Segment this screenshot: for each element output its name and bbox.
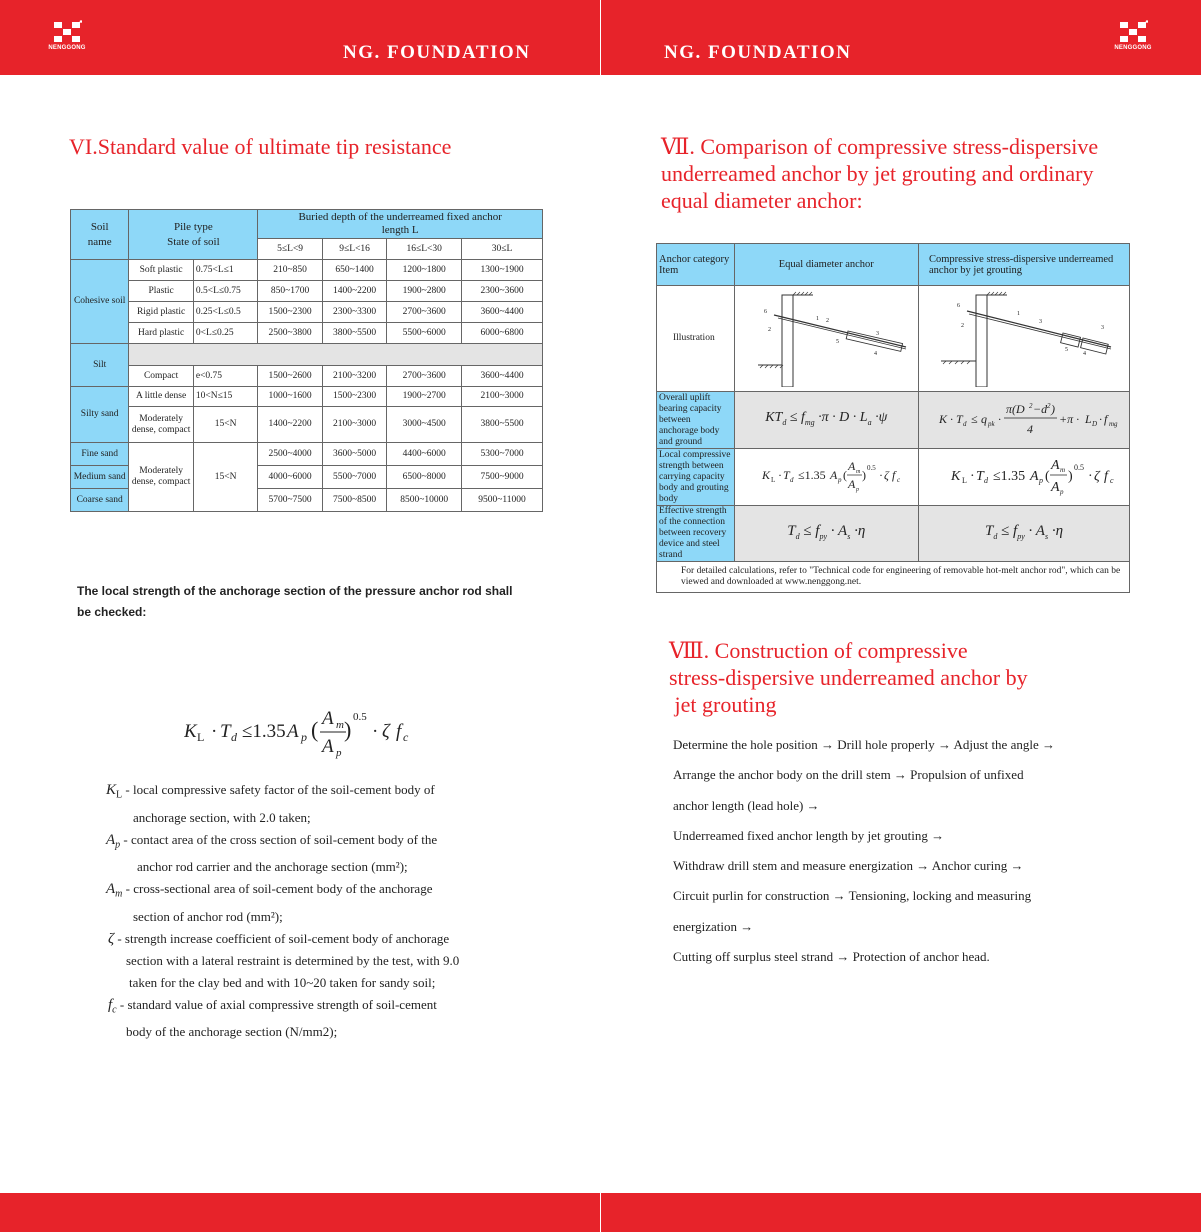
step-line: Withdraw drill stem and measure energization → Anchor curing → — [673, 858, 1024, 874]
th-compressive: Compressive stress-dispersive underreamed anchor by jet grouting — [919, 244, 1130, 286]
nenggong-logo — [1108, 20, 1158, 51]
svg-text:): ) — [1068, 469, 1073, 484]
svg-text:A: A — [848, 459, 856, 473]
svg-text:5: 5 — [836, 338, 840, 345]
section-title-viii: Ⅷ. Construction of compressive stress-dispersive underreamed anchor by jet grouting — [669, 638, 1028, 717]
svg-text:ζ: ζ — [1094, 469, 1100, 484]
logo-text: NENGGONG — [1114, 45, 1152, 51]
cell-state: Plastic — [129, 281, 194, 302]
cell-cond: 0<L≤0.25 — [193, 323, 258, 344]
soil-silt: Silt — [71, 344, 129, 387]
cell-value: 1300~1900 — [462, 260, 543, 281]
cell-value: 1400~2200 — [258, 407, 323, 443]
row-local-label: Local compressive strength between carrying capacity body and grouting body — [657, 449, 735, 506]
svg-text:q: q — [981, 412, 987, 426]
illustration-compressive — [919, 286, 1130, 392]
anchor-diagram-compressive — [921, 287, 1127, 387]
svg-text:d: d — [984, 476, 988, 485]
table-note: For detailed calculations, refer to "Technical code for engineering of removable hot-melt anchor rod", which can be viewed and downloaded at www.nenggong.net. — [657, 562, 1130, 593]
cell-value: 2500~4000 — [258, 443, 323, 466]
cell-value: 5500~6000 — [387, 323, 462, 344]
svg-text:2: 2 — [961, 322, 964, 329]
cell-state: A little dense — [129, 387, 194, 407]
svg-text:2: 2 — [1047, 402, 1051, 410]
svg-text:3: 3 — [876, 330, 880, 337]
cell-state: Hard plastic — [129, 323, 194, 344]
svg-text:p: p — [336, 747, 342, 759]
svg-text:c: c — [897, 476, 901, 484]
svg-text:A: A — [322, 736, 334, 757]
cell-value: 7500~8500 — [322, 489, 387, 512]
legend-item-fc: $f_c$ - standard value of axial compressive strength of soil-cement body of the anchorage section (N/mm2); — [108, 996, 437, 1040]
cell-cond: 15<N — [193, 443, 258, 512]
footer-bar-left — [0, 1193, 600, 1232]
svg-text:1: 1 — [1017, 310, 1020, 317]
cell-value: 7500~9000 — [462, 466, 543, 489]
cell-value: 1500~2300 — [322, 387, 387, 407]
svg-text:m: m — [856, 469, 861, 475]
cell-value: 9500~11000 — [462, 489, 543, 512]
cell-state: Compact — [129, 366, 194, 387]
svg-text:A: A — [1051, 480, 1060, 495]
svg-text:≤1.35: ≤1.35 — [798, 468, 826, 482]
cell-value: 4400~6000 — [387, 443, 462, 466]
svg-text:·: · — [879, 468, 884, 482]
header-bar-left — [0, 0, 600, 75]
legend-item-zeta: ζ - strength increase coefficient of soil-cement body of anchorage section with a lateral restraint is determined by the test, with 9.0 taken for the clay bed and with 10~20 taken for sandy soil; — [108, 930, 460, 990]
th-range: 30≤L — [462, 239, 543, 260]
svg-text:p: p — [856, 487, 860, 493]
logo-text: NENGGONG — [48, 45, 86, 51]
th-equal-diameter: Equal diameter anchor — [734, 244, 919, 286]
cell-value: 3800~5500 — [322, 323, 387, 344]
svg-text:p: p — [1060, 488, 1064, 496]
row-effective-label: Effective strength of the connection between recovery device and steel strand — [657, 506, 735, 562]
svg-text:−d: −d — [1033, 402, 1048, 416]
svg-text:K: K — [184, 721, 197, 742]
soil-fine-sand: Fine sand — [71, 443, 129, 466]
soil-silty-sand: Silty sand — [71, 387, 129, 443]
cell-cond: 0.5<L≤0.75 — [193, 281, 258, 302]
formula-effective-equal: $T_d \le f_{py} \cdot A_s \cdot\eta$ — [734, 506, 919, 562]
th-range: 5≤L<9 — [258, 239, 323, 260]
svg-text:1: 1 — [816, 315, 820, 322]
svg-text:f: f — [892, 468, 896, 482]
svg-text:·: · — [778, 468, 783, 482]
footer-bar-right — [601, 1193, 1201, 1232]
cell-state: Moderately dense, compact — [129, 407, 194, 443]
svg-text:d: d — [231, 730, 237, 744]
cell-value: 2700~3600 — [387, 366, 462, 387]
silt-band — [129, 344, 543, 366]
svg-text:T: T — [220, 721, 231, 742]
svg-text:p: p — [1039, 476, 1043, 485]
svg-text:4: 4 — [1083, 350, 1086, 357]
section-title-vi: VI.Standard value of ultimate tip resistance — [69, 134, 452, 159]
step-line: Cutting off surplus steel strand → Protection of anchor head. — [673, 949, 990, 965]
svg-text:T: T — [783, 468, 790, 482]
section-title-vii: Ⅶ. Comparison of compressive stress-dispersive underreamed anchor by jet grouting and ordinary equal diameter anchor: — [661, 134, 1099, 213]
svg-text:m: m — [1060, 466, 1066, 474]
svg-text:K: K — [951, 469, 961, 484]
svg-text:+π ·: +π · — [1059, 412, 1080, 426]
cell-value: 5700~7500 — [258, 489, 323, 512]
svg-text:L: L — [771, 476, 776, 484]
svg-text:·: · — [211, 721, 218, 742]
cell-value: 8500~10000 — [387, 489, 462, 512]
step-line: Circuit purlin for construction → Tensioning, locking and measuring — [673, 888, 1032, 904]
svg-text:π(D: π(D — [1006, 402, 1025, 416]
svg-text:mg: mg — [1109, 420, 1118, 428]
svg-text:L: L — [197, 730, 205, 744]
svg-text:A: A — [848, 477, 856, 491]
svg-text:D: D — [1092, 420, 1098, 428]
svg-text:·: · — [372, 721, 379, 742]
formula-effective-compressive: $T_d \le f_{py} \cdot A_s \cdot\eta$ — [919, 506, 1130, 562]
cell-state: Moderately dense, compact — [129, 443, 194, 512]
svg-text:p: p — [838, 476, 842, 484]
th-category: Anchor category Item — [657, 244, 735, 286]
cell-value: 3600~4400 — [462, 366, 543, 387]
cell-state: Soft plastic — [129, 260, 194, 281]
step-line: Underreamed fixed anchor length by jet grouting → — [673, 827, 945, 843]
svg-text:0.5: 0.5 — [353, 711, 367, 723]
cell-value: 2100~3200 — [322, 366, 387, 387]
svg-text:5: 5 — [1065, 346, 1068, 353]
svg-text:p: p — [301, 730, 307, 744]
svg-text:): ) — [862, 468, 867, 482]
formula-local-compressive — [919, 449, 1130, 506]
th-buried-depth: Buried depth of the underreamed fixed anchor length L — [258, 210, 543, 239]
soil-medium-sand: Medium sand — [71, 466, 129, 489]
cell-value: 5500~7000 — [322, 466, 387, 489]
legend-item-am: $A_m$ - cross-sectional area of soil-cement body of the anchorage section of anchor rod (mm²); — [106, 881, 433, 924]
svg-text:(: ( — [311, 717, 319, 742]
svg-text:4: 4 — [874, 350, 878, 357]
svg-text:3: 3 — [1039, 318, 1042, 325]
header-bar-right — [601, 0, 1201, 75]
th-pile-type: Pile type State of soil — [129, 210, 258, 260]
svg-text:2: 2 — [768, 326, 772, 333]
svg-text:4: 4 — [1027, 422, 1033, 436]
svg-text:): ) — [1051, 402, 1055, 416]
cell-value: 1200~1800 — [387, 260, 462, 281]
svg-text:ζ: ζ — [884, 468, 890, 482]
svg-text:6: 6 — [957, 302, 960, 309]
formula-uplift-equal: $KT_d \le f_{mg} \cdot\pi \cdot D \cdot L_a \cdot\psi$ — [734, 392, 919, 449]
legend-item-ap: $A_p$ - contact area of the cross section of soil-cement body of the anchor rod carrier and the anchorage section (mm²); — [106, 831, 438, 875]
svg-text:≤: ≤ — [971, 412, 978, 426]
cell-value: 2300~3300 — [322, 302, 387, 323]
step-line: Arrange the anchor body on the drill stem → Propulsion of unfixed — [673, 767, 1024, 783]
cell-value: 6000~6800 — [462, 323, 543, 344]
cell-value: 3800~5500 — [462, 407, 543, 443]
svg-text:·: · — [998, 412, 1001, 426]
construction-steps — [673, 730, 1133, 972]
anchor-diagram-equal — [738, 287, 914, 387]
cell-value: 5300~7000 — [462, 443, 543, 466]
svg-text:A: A — [1051, 458, 1060, 473]
cell-cond: 15<N — [193, 407, 258, 443]
cell-value: 3600~4400 — [462, 302, 543, 323]
cell-value: 6500~8000 — [387, 466, 462, 489]
th-range: 9≤L<16 — [322, 239, 387, 260]
svg-text:0.5: 0.5 — [867, 464, 876, 472]
svg-text:A: A — [830, 468, 838, 482]
cell-value: 2500~3800 — [258, 323, 323, 344]
cell-value: 3000~4500 — [387, 407, 462, 443]
cell-value: 4000~6000 — [258, 466, 323, 489]
row-uplift-label: Overall uplift bearing capacity between anchorage body and ground — [657, 392, 735, 449]
svg-text:(: ( — [843, 468, 848, 482]
logo-icon — [52, 20, 82, 44]
legend-item-kl: $K_L$ - local compressive safety factor of the soil-cement body of anchorage section, with 2.0 taken; — [106, 782, 435, 825]
formula-local-equal — [734, 449, 919, 506]
svg-text:(: ( — [1045, 469, 1050, 484]
step-line: Determine the hole position → Drill hole properly → Adjust the angle → — [673, 737, 1055, 752]
cell-value: 2100~3000 — [462, 387, 543, 407]
cell-value: 1500~2600 — [258, 366, 323, 387]
cell-value: 850~1700 — [258, 281, 323, 302]
svg-text:L: L — [1085, 412, 1092, 426]
svg-text:K: K — [939, 412, 948, 426]
cell-value: 1500~2300 — [258, 302, 323, 323]
svg-text:ζ: ζ — [382, 721, 390, 742]
formula-uplift-compressive — [919, 392, 1130, 449]
illustration-equal-diameter — [734, 286, 919, 392]
cell-value: 1900~2700 — [387, 387, 462, 407]
svg-text:A: A — [1030, 469, 1039, 484]
cell-value: 1400~2200 — [322, 281, 387, 302]
cell-value: 3600~5000 — [322, 443, 387, 466]
svg-text:·: · — [1099, 412, 1102, 426]
header-title-right: NG. FOUNDATION — [664, 42, 852, 63]
svg-text:3: 3 — [1101, 324, 1104, 331]
svg-text:·: · — [950, 412, 953, 426]
step-line: anchor length (lead hole) → — [673, 797, 820, 813]
svg-text:2: 2 — [1029, 402, 1033, 410]
svg-text:2: 2 — [826, 317, 830, 324]
svg-text:m: m — [336, 719, 344, 731]
svg-text:T: T — [956, 412, 963, 426]
header-title-left: NG. FOUNDATION — [343, 42, 531, 63]
svg-text:0.5: 0.5 — [1074, 463, 1084, 472]
cell-value: 210~850 — [258, 260, 323, 281]
svg-text:≤1.35: ≤1.35 — [993, 469, 1026, 484]
row-illustration-label: Illustration — [657, 286, 735, 392]
svg-text:c: c — [1110, 476, 1114, 485]
soil-coarse-sand: Coarse sand — [71, 489, 129, 512]
cell-cond: 0.25<L≤0.5 — [193, 302, 258, 323]
cell-value: 2100~3000 — [322, 407, 387, 443]
cell-cond: e<0.75 — [193, 366, 258, 387]
logo-icon — [1118, 20, 1148, 44]
cell-value: 650~1400 — [322, 260, 387, 281]
svg-text:f: f — [1104, 469, 1108, 484]
cell-value: 1000~1600 — [258, 387, 323, 407]
svg-text:K: K — [762, 468, 771, 482]
svg-text:d: d — [963, 420, 967, 428]
soil-cohesive: Cohesive soil — [71, 260, 129, 344]
svg-text:c: c — [403, 730, 409, 744]
svg-text:·: · — [970, 469, 975, 484]
check-text: The local strength of the anchorage section of the pressure anchor rod shall be checked: — [77, 584, 513, 619]
svg-text:d: d — [790, 476, 794, 484]
svg-text:f: f — [1104, 412, 1108, 426]
tip-resistance-table — [70, 209, 543, 512]
svg-text:6: 6 — [764, 308, 768, 315]
th-soil-name: Soil name — [71, 210, 129, 260]
nenggong-logo — [42, 20, 92, 51]
svg-text:A: A — [322, 708, 334, 729]
cell-cond: 10<N≤15 — [193, 387, 258, 407]
svg-text:T: T — [976, 469, 984, 484]
cell-value: 1900~2800 — [387, 281, 462, 302]
cell-cond: 0.75<L≤1 — [193, 260, 258, 281]
formula-local-strength — [184, 700, 444, 764]
formula-legend — [106, 779, 576, 1043]
svg-text:f: f — [396, 721, 402, 742]
step-line: energization → — [673, 918, 754, 934]
cell-value: 2700~3600 — [387, 302, 462, 323]
svg-text:pk: pk — [988, 420, 995, 428]
svg-text:L: L — [962, 476, 967, 485]
cell-state: Rigid plastic — [129, 302, 194, 323]
svg-text:·: · — [1088, 469, 1093, 484]
svg-text:): ) — [344, 717, 352, 742]
svg-text:A: A — [287, 721, 299, 742]
cell-value: 2300~3600 — [462, 281, 543, 302]
anchor-comparison-table — [656, 243, 1130, 593]
svg-text:≤1.35: ≤1.35 — [242, 721, 286, 742]
th-range: 16≤L<30 — [387, 239, 462, 260]
